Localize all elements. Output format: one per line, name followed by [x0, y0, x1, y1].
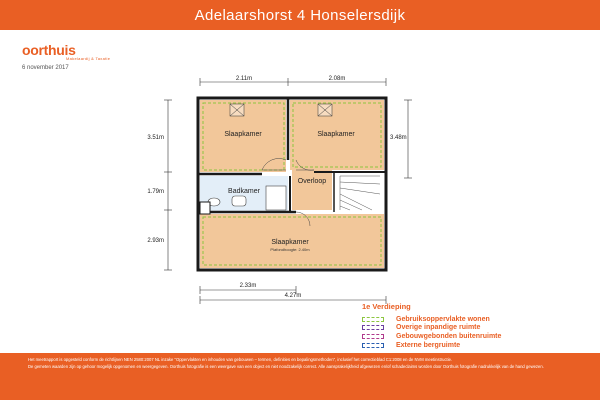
legend-label: Gebouwgebonden buitenruimte [396, 332, 502, 340]
legend-swatch [362, 325, 384, 330]
shower-icon [266, 186, 286, 210]
legend-swatch [362, 334, 384, 339]
dimension-right-upper: 3.48m [390, 135, 407, 141]
dimension-top-right: 2.08m [328, 76, 346, 82]
room-label-landing: Overloop [297, 178, 327, 185]
legend-swatch [362, 317, 384, 322]
logo-wordmark: oorthuis [22, 42, 76, 58]
legend-label: Overige inpandige ruimte [396, 324, 481, 332]
room-label-bedroom-bottom: Slaapkamer [271, 239, 309, 246]
legend-label: Externe bergruimte [396, 341, 461, 349]
room-label-bathroom: Badkamer [228, 188, 260, 195]
legend-item [362, 341, 592, 350]
legend-title: 1e Verdieping [362, 302, 411, 311]
room-label-bedroom-right: Slaapkamer [317, 131, 355, 138]
legend-swatch [362, 343, 384, 348]
sink-icon [232, 196, 246, 206]
legend-label: Gebruiksoppervlakte wonen [396, 315, 490, 323]
legend-item [362, 315, 592, 324]
page-title: Adelaarshorst 4 Honselersdijk [194, 6, 406, 24]
legend-item [362, 332, 592, 341]
dimension-bottom-total: 4.27m [284, 293, 302, 299]
legend-item [362, 324, 592, 333]
document-date: 6 november 2017 [22, 65, 69, 71]
dimension-top-left: 2.11m [235, 76, 253, 82]
dimension-bottom-partial: 2.33m [239, 283, 257, 289]
logo-tagline: Makelaardij & Taxatie [66, 56, 111, 61]
footer-disclaimer [0, 353, 600, 400]
dimension-left-middle: 1.79m [147, 189, 164, 195]
dimension-left-upper: 3.51m [147, 135, 164, 141]
room-label-bedroom-left: Slaapkamer [224, 131, 262, 138]
footer-paragraph: De gemeten waarden zijn op gehoor mogelijk opgenomen en weergegeven. Oorthuis fotografie is een weergave van een object en niet noodzakelijk correct. Alle aansprakelijkheid afgewezen en/of schadeclaims worden door Oorthuis fotografie nadrukkelijk van de hand gewezen. [28, 364, 544, 370]
legend [362, 302, 592, 349]
dimension-left-lower: 2.93m [147, 238, 164, 244]
footer-paragraph: Het meetrapport is opgesteld conform de richtlijnen NEN 2580:2007 NL inzake "Oppervlakten en inhouden van gebouwen – termen, definities en bepalingsmethoden", inclusief het correctieblad C1:2008 en de NVM meetinstructie. [28, 357, 453, 362]
stairs-area [334, 172, 384, 212]
landing-area [292, 170, 332, 210]
ceiling-height-note: Plafondhoogte: 2.40m [270, 247, 310, 252]
